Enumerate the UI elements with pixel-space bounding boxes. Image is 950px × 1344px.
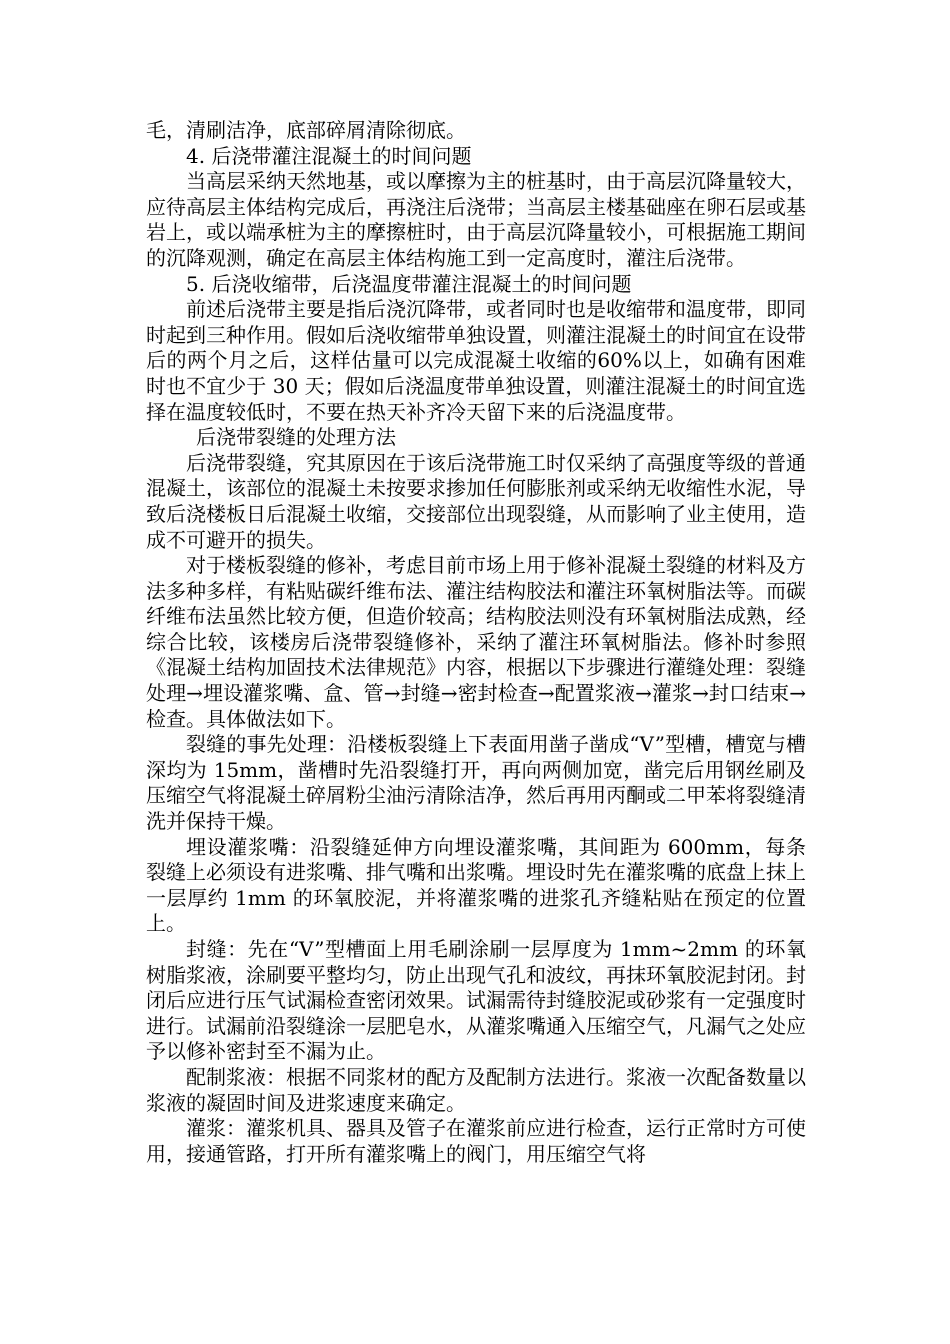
paragraph-settlement: 当高层采纳天然地基，或以摩擦为主的桩基时，由于高层沉降量较大，应待高层主体结构完成后，再浇注后浇带；当高层主楼基础座在卵石层或基岩上，或以端承桩为主的摩擦桩时，由于高层沉降量较小，可根据施工期间的沉降观测，确定在高层主体结构施工到一定高度时，灌注后浇带。 [146, 169, 806, 270]
paragraph-shrinkage-temperature: 前述后浇带主要是指后浇沉降带，或者同时也是收缩带和温度带，即同时起到三种作用。假如后浇收缩带单独设置，则灌注混凝土的时间宜在设带后的两个月之后，这样估量可以完成混凝土收缩的60%以上，如确有困难时也不宜少于 30 天；假如后浇温度带单独设置，则灌注混凝土的时间宜选择在温度较低时，不要在热天补齐冷天留下来的后浇温度带。 [146, 297, 806, 424]
section-heading-5: 5. 后浇收缩带，后浇温度带灌注混凝土的时间问题 [186, 271, 632, 296]
section-heading-4: 4. 后浇带灌注混凝土的时间问题 [186, 143, 472, 168]
paragraph-crack-pretreatment: 裂缝的事先处理：沿楼板裂缝上下表面用凿子凿成“V”型槽，槽宽与槽深均为 15mm，凿槽时先沿裂缝打开，再向两侧加宽，凿完后用钢丝刷及压缩空气将混凝土碎屑粉尘油污清除洁净，然后再用丙酮或二甲苯将裂缝清洗并保持干燥。 [146, 732, 806, 834]
document-page [146, 118, 806, 1167]
paragraph-crack-cause: 后浇带裂缝，究其原因在于该后浇带施工时仅采纳了高强度等级的普通混凝土，该部位的混凝土未按要求掺加任何膨胀剂或采纳无收缩性水泥，导致后浇楼板日后混凝土收缩，交接部位出现裂缝，从而影响了业主使用，造成不可避开的损失。 [146, 450, 806, 552]
paragraph-sealing: 封缝：先在“V”型槽面上用毛刷涂刷一层厚度为 1mm~2mm 的环氧树脂浆液，涂刷要平整均匀，防止出现气孔和波纹，再抹环氧胶泥封闭。封闭后应进行压气试漏检查密闭效果。试漏需待封缝胶泥或砂浆有一定强度时进行。试漏前沿裂缝涂一层肥皂水，从灌浆嘴通入压缩空气，凡漏气之处应予以修补密封至不漏为止。 [146, 937, 806, 1064]
paragraph-slurry-preparation: 配制浆液：根据不同浆材的配方及配制方法进行。浆液一次配备数量以浆液的凝固时间及进浆速度来确定。 [146, 1064, 806, 1115]
paragraph-grouting: 灌浆：灌浆机具、器具及管子在灌浆前应进行检查，运行正常时方可使用，接通管路，打开所有灌浆嘴上的阀门，用压缩空气将 [146, 1116, 806, 1166]
paragraph-repair-method: 对于楼板裂缝的修补，考虑目前市场上用于修补混凝土裂缝的材料及方法多种多样，有粘贴碳纤维布法、灌注结构胶法和灌注环氧树脂法等。而碳纤维布法虽然比较方便，但造价较高；结构胶法则没有环氧树脂法成熟，经综合比较，该楼房后浇带裂缝修补，采纳了灌注环氧树脂法。修补时参照《混凝土结构加固技术法律规范》内容，根据以下步骤进行灌缝处理：裂缝处理→埋设灌浆嘴、盒、管→封缝→密封检查→配置浆液→灌浆→封口结束→检查。具体做法如下。 [146, 553, 806, 731]
paragraph-continuation: 毛，清刷洁净，底部碎屑清除彻底。 [146, 118, 466, 142]
section-heading-crack-treatment: 后浇带裂缝的处理方法 [196, 425, 396, 450]
paragraph-grout-nozzle: 埋设灌浆嘴：沿裂缝延伸方向埋设灌浆嘴，其间距为 600mm，每条裂缝上必须设有进浆嘴、排气嘴和出浆嘴。埋设时先在灌浆嘴的底盘上抹上一层厚约 1mm 的环氧胶泥，并将灌浆嘴的进浆孔齐缝粘贴在预定的位置上。 [146, 834, 806, 936]
